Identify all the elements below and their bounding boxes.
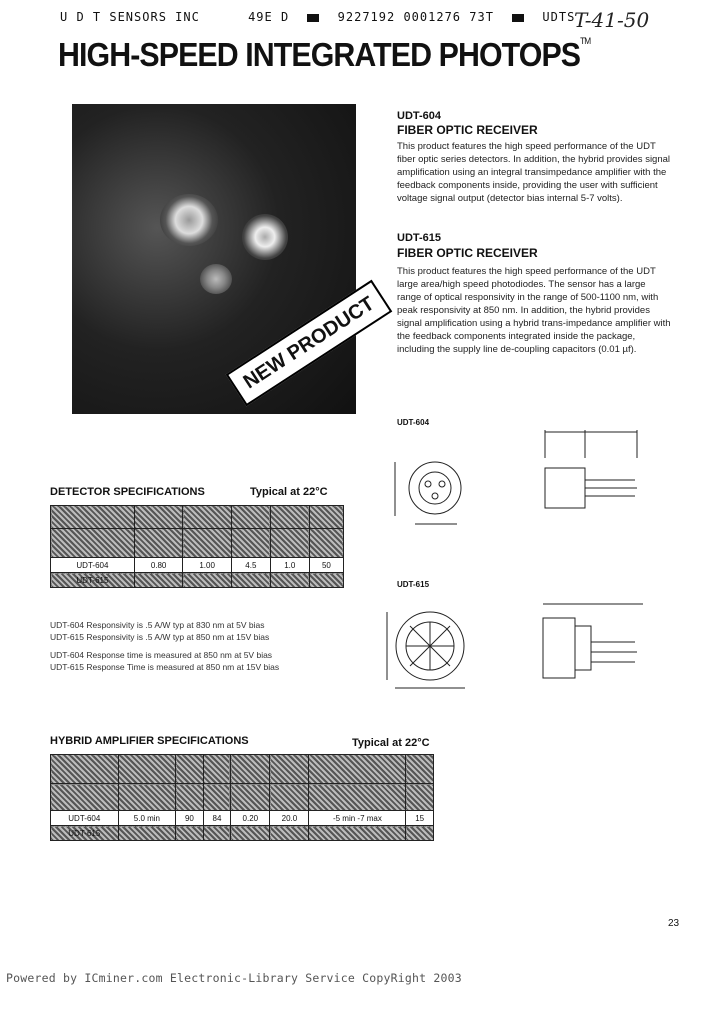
header-block-mark (512, 14, 524, 22)
table-header-cell (406, 784, 434, 811)
table-header-cell (176, 755, 204, 784)
table-subheader-row (51, 529, 344, 558)
table-cell (231, 826, 270, 841)
package-outline-circle (409, 462, 461, 514)
table-cell: UDT-615 (51, 573, 135, 588)
table-cell: 0.20 (231, 811, 270, 826)
sensor-image-medium (242, 214, 288, 260)
header-code-2: 9227192 0001276 73T (337, 10, 494, 24)
diagram-615-label: UDT-615 (397, 580, 430, 589)
table-header-cell (309, 755, 406, 784)
table-header-cell (309, 529, 343, 558)
product-604-name: UDT-604 (397, 110, 442, 122)
page-title-text: HIGH-SPEED INTEGRATED PHOTOPS (58, 36, 581, 73)
pin-circle (439, 481, 445, 487)
table-cell (406, 826, 434, 841)
table-cell: 50 (309, 558, 343, 573)
table-row (51, 558, 344, 573)
table-header-cell (51, 506, 135, 529)
table-header-cell (270, 506, 309, 529)
table-cell: 1.00 (183, 558, 232, 573)
detector-note: UDT-615 Responsivity is .5 A/W typ at 850 nm at 15V bias (50, 632, 270, 642)
table-cell (176, 826, 204, 841)
table-header-cell (309, 506, 343, 529)
table-row (51, 573, 344, 588)
trademark-mark: TM (580, 36, 591, 46)
table-cell: 20.0 (270, 811, 309, 826)
table-cell (309, 826, 406, 841)
table-cell (203, 826, 231, 841)
table-row (51, 826, 434, 841)
table-header-cell (183, 506, 232, 529)
side-view-body (545, 468, 585, 508)
detector-note: UDT-615 Response Time is measured at 850 nm at 15V bias (50, 662, 280, 672)
table-header-cell (118, 784, 176, 811)
product-615-description: This product features the high speed performance of the UDT large area/high speed photodiodes. The sensor has a large range of optical responsivity in the range of 500-1100 nm, with peak responsivity at 850 nm. In addition, the hybrid provides signal amplification using a hybrid trans-impedance amplifier with the feedback components integrated inside the package, including the supply line de-coupling capacitors (0.01 µf). (397, 266, 671, 355)
sensor-image-large (160, 194, 218, 246)
table-header-cell (118, 755, 176, 784)
udt604-package-diagram (375, 428, 665, 548)
table-cell: 15 (406, 811, 434, 826)
pin-circle (425, 481, 431, 487)
detector-notes (50, 619, 279, 673)
table-cell: 90 (176, 811, 204, 826)
pin-circle (432, 493, 438, 499)
product-photo (72, 104, 379, 414)
product-615-name: UDT-615 (397, 232, 442, 244)
company-name: U D T SENSORS INC (60, 10, 200, 24)
table-cell (118, 826, 176, 841)
table-header-row (51, 755, 434, 784)
table-row (51, 811, 434, 826)
table-subheader-row (51, 784, 434, 811)
table-cell: UDT-604 (51, 558, 135, 573)
diagram-604-label: UDT-604 (397, 418, 430, 427)
table-header-cell (51, 784, 119, 811)
amplifier-specs-conditions: Typical at 22°C (352, 737, 430, 749)
amplifier-specs-table (50, 754, 434, 841)
table-header-cell (51, 529, 135, 558)
detector-note: UDT-604 Responsivity is .5 A/W typ at 830 nm at 5V bias (50, 620, 265, 630)
table-cell: 84 (203, 811, 231, 826)
header-block-mark (307, 14, 319, 22)
table-header-cell (406, 755, 434, 784)
header-code-1: 49E D (248, 10, 290, 24)
table-cell: 0.80 (134, 558, 183, 573)
table-header-cell (51, 755, 119, 784)
detector-specs-heading: DETECTOR SPECIFICATIONS (50, 486, 205, 498)
table-cell: 5.0 min (118, 811, 176, 826)
table-header-cell (270, 529, 309, 558)
table-header-cell (183, 529, 232, 558)
udt615-package-diagram (375, 596, 665, 706)
product-604-subtitle: FIBER OPTIC RECEIVER (397, 123, 538, 137)
new-product-badge: NEW PRODUCT (226, 280, 393, 407)
table-cell (231, 573, 270, 588)
table-header-cell (203, 755, 231, 784)
table-cell (270, 826, 309, 841)
table-header-cell (176, 784, 204, 811)
table-cell: -5 min -7 max (309, 811, 406, 826)
table-cell: 4.5 (231, 558, 270, 573)
table-header-row (51, 506, 344, 529)
table-header-cell (231, 529, 270, 558)
detector-specs-table (50, 505, 344, 588)
header-codes (60, 10, 585, 24)
table-header-cell (231, 506, 270, 529)
detector-specs-conditions: Typical at 22°C (250, 486, 328, 498)
product-615-subtitle: FIBER OPTIC RECEIVER (397, 246, 538, 260)
product-604-description: This product features the high speed performance of the UDT fiber optic series detectors. In addition, the hybrid provides signal amplification using an integral transimpedance amplifier with the feedback components inside, providing the user with sufficient voltage signal output (detector bias internal 5-7 volts). (397, 141, 671, 204)
table-header-cell (134, 506, 183, 529)
table-header-cell (134, 529, 183, 558)
table-header-cell (270, 784, 309, 811)
table-header-cell (203, 784, 231, 811)
sensor-image-small (200, 264, 232, 294)
amplifier-specs-heading: HYBRID AMPLIFIER SPECIFICATIONS (50, 735, 249, 747)
table-header-cell (309, 784, 406, 811)
footer-copyright: Powered by ICminer.com Electronic-Library Service CopyRight 2003 (6, 971, 462, 985)
detector-note: UDT-604 Response time is measured at 850 nm at 5V bias (50, 650, 273, 660)
table-cell (309, 573, 343, 588)
table-cell (270, 573, 309, 588)
table-cell: UDT-615 (51, 826, 119, 841)
side-view-cap (575, 626, 591, 670)
page-number: 23 (668, 918, 680, 929)
side-view-body (543, 618, 575, 678)
handwritten-note: T-41-50 (574, 8, 650, 32)
page-title (58, 36, 590, 74)
table-cell (183, 573, 232, 588)
table-header-cell (231, 784, 270, 811)
table-cell: UDT-604 (51, 811, 119, 826)
table-cell: 1.0 (270, 558, 309, 573)
table-cell (134, 573, 183, 588)
table-header-cell (270, 755, 309, 784)
header-code-3: UDTS (542, 10, 576, 24)
table-header-cell (231, 755, 270, 784)
